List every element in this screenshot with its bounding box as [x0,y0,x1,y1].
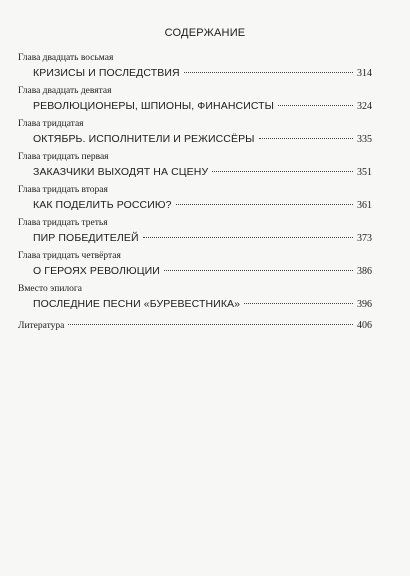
toc-row [18,262,372,281]
chapter-title: КАК ПОДЕЛИТЬ РОССИЮ? [33,199,172,211]
chapter-title: ПОСЛЕДНИЕ ПЕСНИ «БУРЕВЕСТНИКА» [33,298,241,310]
toc-entry [18,52,372,83]
chapter-title: РЕВОЛЮЦИОНЕРЫ, ШПИОНЫ, ФИНАНСИСТЫ [33,100,275,112]
dot-leader [278,105,353,106]
dot-leader [212,171,353,172]
chapter-label: Глава тридцать первая [18,152,109,162]
page-number: 335 [357,134,372,145]
toc-row [18,64,372,83]
chapter-label: Глава двадцать восьмая [18,53,114,63]
page-number: 373 [357,233,372,244]
toc-entry [18,250,372,281]
toc-entry [18,283,372,314]
toc-row [18,229,372,248]
toc-row [18,196,372,215]
chapter-title: КРИЗИСЫ И ПОСЛЕДСТВИЯ [33,67,180,79]
literature-title: Литература [18,321,65,331]
toc-row [18,295,372,314]
page-number: 386 [357,266,372,277]
dot-leader [184,72,353,73]
dot-leader [259,138,353,139]
chapter-label: Глава двадцать девятая [18,86,112,96]
toc-row [18,97,372,116]
chapter-label: Вместо эпилога [18,284,83,294]
toc-entry-literature [18,316,372,335]
dot-leader [164,270,353,271]
chapter-label: Глава тридцать вторая [18,185,108,195]
chapter-label: Глава тридцатая [18,119,84,129]
chapter-title: ЗАКАЗЧИКИ ВЫХОДЯТ НА СЦЕНУ [33,166,209,178]
dot-leader [143,237,353,238]
chapter-label: Глава тридцать третья [18,218,108,228]
dot-leader [244,303,353,304]
page-number: 314 [357,68,372,79]
chapter-title: ПИР ПОБЕДИТЕЛЕЙ [33,232,139,244]
chapter-label: Глава тридцать четвёртая [18,251,121,261]
page-number: 396 [357,299,372,310]
toc-entry [18,217,372,248]
toc-entry [18,151,372,182]
page-number: 361 [357,200,372,211]
toc-entry [18,85,372,116]
page-number: 324 [357,101,372,112]
dot-leader [176,204,353,205]
dot-leader [68,324,353,325]
chapter-title: О ГЕРОЯХ РЕВОЛЮЦИИ [33,265,160,277]
page-number: 351 [357,167,372,178]
toc-row [18,163,372,182]
toc-entry [18,118,372,149]
toc-row [18,316,372,335]
toc-heading: СОДЕРЖАНИЕ [164,27,246,39]
toc-row [18,130,372,149]
page-number: 406 [357,320,372,331]
toc-entry [18,184,372,215]
chapter-title: ОКТЯБРЬ. ИСПОЛНИТЕЛИ И РЕЖИССЁРЫ [33,133,255,145]
